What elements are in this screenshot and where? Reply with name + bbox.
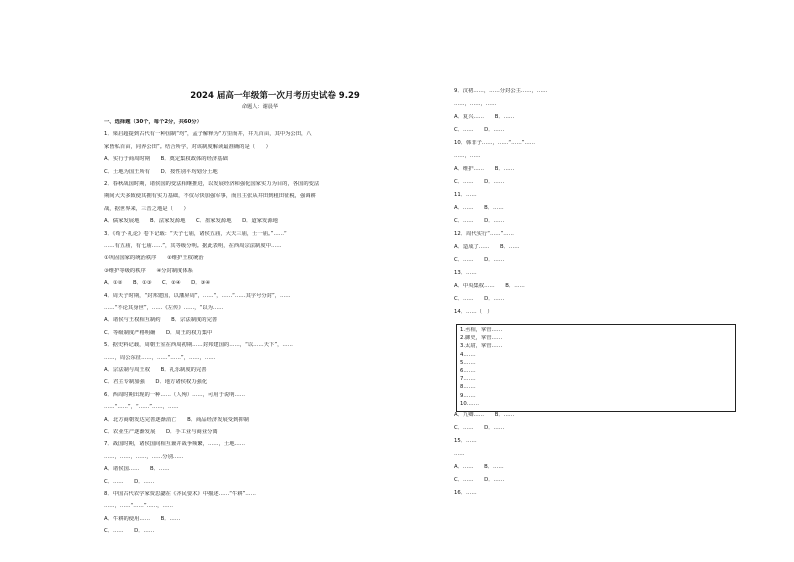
text-line: A．诸侯与王权相互制约 B．宗法制度的完善: [104, 317, 218, 324]
text-line: C．…… D．……: [454, 218, 505, 224]
text-line: C．…… D．……: [454, 257, 505, 263]
text-line: 9.……: [460, 392, 476, 399]
text-line: C．…… D．……: [104, 528, 155, 535]
text-line: ①巩固国家的统治秩序 ②维护王权统治: [104, 255, 204, 262]
text-line: A．…… B．……: [454, 205, 504, 211]
text-line: 3.太尉，掌管……: [460, 343, 503, 350]
text-line: 10．韩非子……，……“……”……: [454, 140, 536, 146]
text-line: ……“……”，“……”……，……: [104, 404, 179, 411]
text-line: 12．周代实行“……”……: [454, 231, 514, 237]
text-line: 5.……: [460, 359, 476, 366]
text-line: ……，周公东征……，……“……”，……，……: [104, 354, 216, 361]
text-line: 13．……: [454, 270, 477, 276]
text-line: C．…… D．……: [454, 477, 505, 483]
text-line: 16．……: [454, 490, 477, 496]
text-line: A．维护…… B．……: [454, 166, 515, 172]
text-line: 5．据史料记载，周朝王室在西周初期……封邦建国的……，“以……天下”，……: [104, 342, 293, 349]
text-line: ……，……: [454, 153, 481, 159]
text-line: C．…… D．……: [454, 296, 505, 302]
text-line: 6.……: [460, 368, 476, 374]
text-line: 1.丞相，掌管……: [460, 327, 503, 333]
text-line: C．…… D．……: [454, 425, 505, 431]
text-line: A．北方商朝发达完善逐渐消亡 B．商品经济发展受到抑制: [104, 416, 249, 423]
text-line: 15．……: [454, 438, 477, 444]
text-line: 6．西周时期出现的一种……（人殉）……，可用于说明……: [104, 391, 246, 398]
text-line: ……，……，……: [454, 101, 497, 107]
text-line: C．农业生产逐渐发展 D．手工业与商业分离: [104, 429, 218, 435]
text-line: C．…… D．……: [104, 478, 155, 485]
text-line: 1．梁启超提到古代有一种国制“均”，孟子解释为“方里而井，井九百亩，其中为公田，八: [104, 131, 312, 138]
text-line: 战，据世界来，三晋之地是（ ）: [104, 205, 189, 212]
text-line: A．…… B．……: [454, 464, 504, 470]
text-line: 8.……: [460, 384, 476, 391]
text-line: A．复兴…… B．……: [454, 114, 515, 120]
text-line: C．…… D．……: [454, 179, 505, 185]
text-line: A．诸侯国…… B．……: [104, 466, 170, 473]
text-line: A．儒家发展地 B．法家发源地 C．墨家发源地 D．道家发源地: [104, 218, 278, 225]
text-line: 11．……: [454, 192, 477, 198]
text-line: 9．汉初……，……分封公主……，……: [454, 88, 548, 94]
text-line: C．土地为国王所有 D．按性别平均划分土地: [104, 168, 218, 175]
text-line: 8．中国古代农学家贾思勰在《齐民要术》中描述……“牛耕”……: [104, 491, 256, 497]
text-line: ……有五庙，有七庙……”，其等级分明。据此表明，在西周宗法制度中……: [104, 243, 282, 249]
text-line: ③维护等级的秩序 ④分封制度体系: [104, 267, 193, 274]
text-line: A．实行于商周时期 B．奠定集权政体的经济基础: [104, 156, 228, 163]
text-line: C．…… D．……: [454, 127, 505, 133]
text-line: 2.御史，掌管……: [460, 335, 503, 342]
text-line: A．造成了…… B．……: [454, 244, 520, 250]
text-line: 10.……: [460, 400, 480, 407]
text-line: 期间大夫多致使其拥有实力基础，不仅尽快加强军事，而且主张从井田到租田征税，强调耕: [104, 193, 316, 200]
text-line: A．①② B．①③ C．②④ D．③④: [104, 280, 210, 287]
text-line: A．中央集权…… B．……: [454, 283, 525, 289]
text-line: 4．周天子时期，“封邦建国，以藩屏周”，……“，……“……其字号分封”，……: [104, 292, 291, 299]
text-line: 一、选择题（30个，每个2分，共60分）: [104, 119, 202, 125]
text-line: A．宗法制与周王权 B．礼乐制度的完善: [104, 367, 207, 373]
text-line: 7.……: [460, 376, 476, 383]
text-line: 家皆私百亩，同养公田”。结合所学，对该制度解读最准确的是（ ）: [104, 143, 271, 150]
text-line: 2．春秋战国时期，诸侯国的变法相继推进，以发展经济和强化国家实力为目的，各国的变法: [104, 181, 320, 187]
text-line: ……，……，……，……分别……: [104, 453, 184, 460]
text-line: A．牛耕的使用…… B．……: [104, 515, 181, 522]
text-line: ……: [454, 451, 465, 457]
text-line: C．等级制度严格明确 D．周王的权力集中: [104, 329, 213, 336]
text-line: 4.……: [460, 351, 476, 358]
text-line: A．九卿…… B．……: [454, 412, 515, 418]
text-line: 14．……（ ）: [454, 309, 493, 315]
exam-subtitle: 命题人：谢晨华: [241, 104, 279, 110]
exam-title: 2024 届高一年级第一次月考历史试卷 9.29: [190, 91, 360, 101]
text-line: C．君主专制加强 D．地方诸侯权力强化: [104, 379, 208, 386]
text-line: 7．战国时期，诸侯国间相互兼并战争频繁，……，土地……: [104, 441, 246, 448]
text-line: 3．《荀子·礼论》卷下记载：“天子七庙，诸侯五庙，大夫三庙，士一庙。”……“: [104, 230, 287, 237]
text-line: ……，……“……”……，……: [104, 503, 174, 510]
text-line: ……“不论其身世”，……《左传》……，“以为……: [104, 305, 224, 311]
